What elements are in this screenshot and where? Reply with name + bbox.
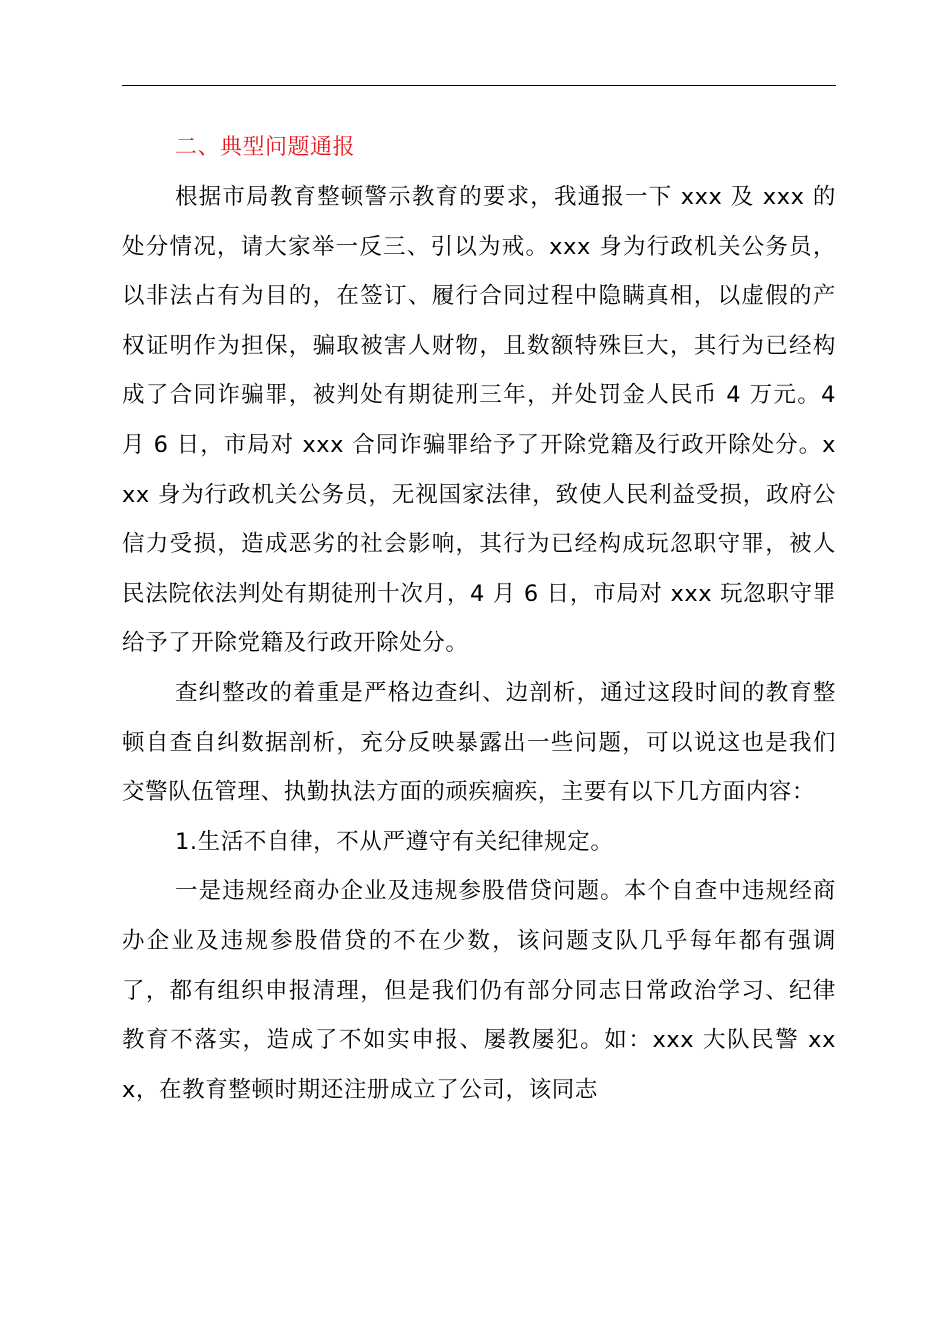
paragraph-item-1-detail: 一是违规经商办企业及违规参股借贷问题。本个自查中违规经商办企业及违规参股借贷的不在少数，该问题支队几乎每年都有强调了，都有组织申报清理，但是我们仍有部分同志日常政治学习、纪律教育不落实，造成了不如实申报、屡教屡犯。如：xxx 大队民警 xxx，在教育整顿时期还注册成立了公司，该同志 bbox=[122, 878, 836, 1103]
paragraph-case-report: 根据市局教育整顿警示教育的要求，我通报一下 xxx 及 xxx 的处分情况，请大家举一反三、引以为戒。xxx 身为行政机关公务员，以非法占有为目的，在签订、履行合同过程中隐瞒真相，以虚假的产权证明作为担保，骗取被害人财物，且数额特殊巨大，其行为已经构成了合同诈骗罪，被判处有期徒刑三年，并处罚金人民币 4 万元。4 月 6 日，市局对 xxx 合同诈骗罪给予了开除党籍及行政开除处分。xxx 身为行政机关公务员，无视国家法律，致使人民利益受损，政府公信力受损，造成恶劣的社会影响，其行为已经构成玩忽职守罪，被人民法院依法判处有期徒刑十次月，4 月 6 日，市局对 xxx 玩忽职守罪给予了开除党籍及行政开除处分。 bbox=[122, 184, 836, 657]
document-body bbox=[122, 123, 836, 1115]
paragraph-item-1-title: 1.生活不自律，不从严遵守有关纪律规定。 bbox=[175, 828, 614, 855]
paragraph-rectification-intro: 查纠整改的着重是严格边查纠、边剖析，通过这段时间的教育整顿自查自纠数据剖析，充分反映暴露出一些问题，可以说这也是我们交警队伍管理、执勤执法方面的顽疾痼疾，主要有以下几方面内容： bbox=[122, 679, 836, 806]
header-rule bbox=[122, 85, 836, 86]
section-heading: 二、典型问题通报 bbox=[175, 135, 356, 160]
